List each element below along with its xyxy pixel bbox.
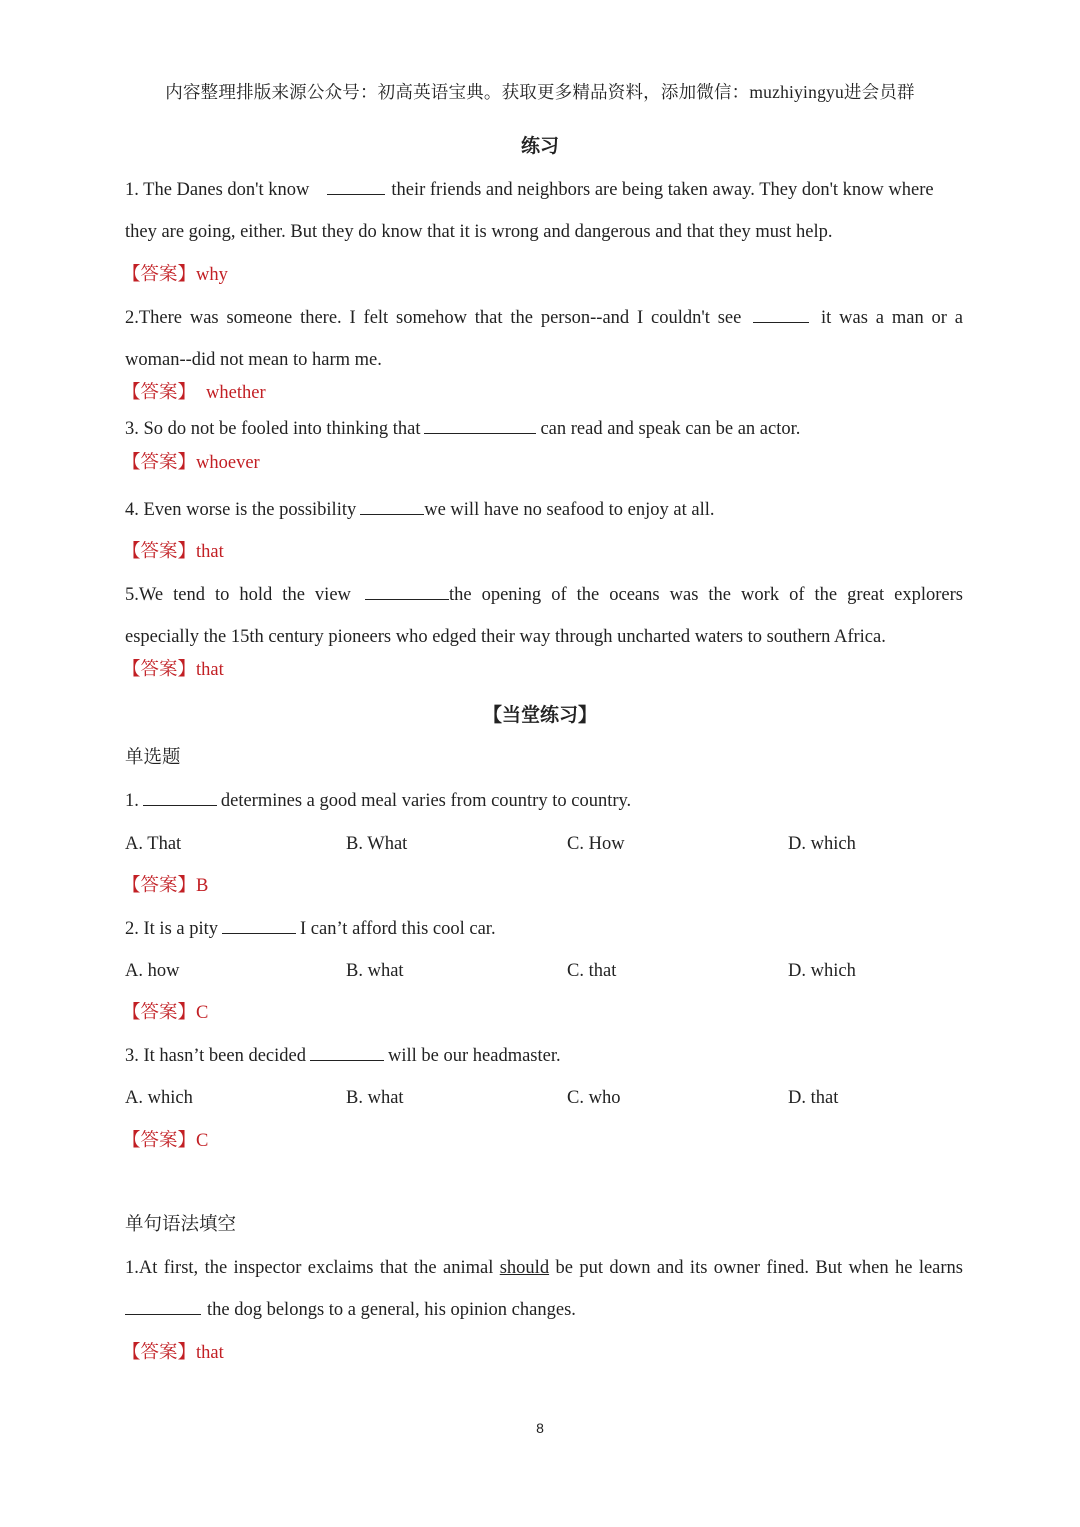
page-number: 8 bbox=[536, 1420, 544, 1436]
mc-1-option-a[interactable]: A. That bbox=[125, 834, 182, 854]
blank bbox=[424, 418, 536, 434]
mc-heading: 单选题 bbox=[125, 748, 181, 768]
answer-value: C bbox=[196, 1003, 209, 1023]
blank bbox=[310, 1045, 384, 1061]
answer-label: 【答案】 bbox=[122, 660, 197, 680]
blank bbox=[125, 1299, 201, 1315]
exercise-4-answer bbox=[122, 540, 224, 564]
mc-2-answer bbox=[122, 1001, 208, 1025]
mc-3-option-b[interactable]: B. what bbox=[346, 1088, 404, 1108]
answer-label: 【答案】 bbox=[122, 265, 197, 285]
exercise-3-line-1: 3. So do not be fooled into thinking that can read and speak can be an actor. bbox=[125, 419, 801, 439]
mc-2-option-c[interactable]: C. that bbox=[567, 961, 617, 981]
exercise-2-line-2: woman--did not mean to harm me. bbox=[125, 350, 382, 370]
answer-value: whether bbox=[206, 383, 266, 403]
mc-3-answer bbox=[122, 1129, 208, 1153]
fill-heading: 单句语法填空 bbox=[125, 1215, 237, 1235]
exercise-4-line-1: 4. Even worse is the possibility we will have no seafood to enjoy at all. bbox=[125, 500, 715, 520]
answer-value: that bbox=[196, 660, 224, 680]
mc-1-option-c[interactable]: C. How bbox=[567, 834, 625, 854]
answer-label: 【答案】 bbox=[122, 542, 197, 562]
answer-label: 【答案】 bbox=[122, 1003, 197, 1023]
answer-label: 【答案】 bbox=[122, 383, 197, 403]
mc-1-answer bbox=[122, 874, 208, 898]
exercise-5-line-1: 5.We tend to hold the view the opening of the oceans was the work of the great explorers bbox=[125, 585, 963, 605]
exercise-1-line-2: they are going, either. But they do know that it is wrong and dangerous and that they must help. bbox=[125, 222, 833, 242]
fill-1-line-2: the dog belongs to a general, his opinion changes. bbox=[125, 1298, 576, 1322]
blank bbox=[360, 499, 424, 515]
section-title-practice: 练习 bbox=[520, 136, 559, 157]
mc-3-option-d[interactable]: D. that bbox=[788, 1088, 839, 1108]
answer-value: that bbox=[196, 1343, 224, 1363]
exercise-2-answer bbox=[122, 381, 266, 405]
blank bbox=[327, 179, 385, 195]
answer-label: 【答案】 bbox=[122, 876, 197, 896]
mc-1-question: 1. determines a good meal varies from country to country. bbox=[125, 791, 632, 811]
answer-value: B bbox=[196, 876, 209, 896]
answer-value: that bbox=[196, 542, 224, 562]
page-header: 内容整理排版来源公众号：初高英语宝典。获取更多精品资料，添加微信：muzhiyingyu进会员群 bbox=[165, 82, 915, 102]
exercise-2-line-1: 2.There was someone there. I felt somehow that the person--and I couldn't see it was a man or a bbox=[125, 308, 964, 328]
mc-3-option-c[interactable]: C. who bbox=[567, 1088, 621, 1108]
blank bbox=[143, 790, 217, 806]
fill-1-answer bbox=[122, 1341, 224, 1365]
answer-label: 【答案】 bbox=[122, 1343, 197, 1363]
answer-value: why bbox=[196, 265, 228, 285]
section-title-in-class: 【当堂练习】 bbox=[482, 705, 597, 726]
mc-3-option-a[interactable]: A. which bbox=[125, 1088, 193, 1108]
exercise-1-answer bbox=[122, 263, 228, 287]
mc-2-question: 2. It is a pity I can’t afford this cool car. bbox=[125, 919, 496, 939]
mc-2-option-a[interactable]: A. how bbox=[125, 961, 180, 981]
exercise-5-answer bbox=[122, 658, 224, 682]
mc-1-option-d[interactable]: D. which bbox=[788, 834, 856, 854]
exercise-5-line-2: especially the 15th century pioneers who edged their way through uncharted waters to southern Africa. bbox=[125, 627, 886, 647]
answer-value: C bbox=[196, 1131, 209, 1151]
answer-label: 【答案】 bbox=[122, 453, 197, 473]
mc-2-option-b[interactable]: B. what bbox=[346, 961, 404, 981]
mc-3-question: 3. It hasn’t been decided will be our headmaster. bbox=[125, 1046, 561, 1066]
mc-2-option-d[interactable]: D. which bbox=[788, 961, 856, 981]
answer-value: whoever bbox=[196, 453, 260, 473]
answer-label: 【答案】 bbox=[122, 1131, 197, 1151]
exercise-3-answer bbox=[122, 451, 260, 475]
mc-1-option-b[interactable]: B. What bbox=[346, 834, 408, 854]
fill-1-line-1: 1.At first, the inspector exclaims that the animal should be put down and its owner fined. But when he learns bbox=[125, 1258, 964, 1278]
underlined-word: should bbox=[499, 1258, 550, 1278]
blank bbox=[222, 918, 296, 934]
blank bbox=[753, 307, 809, 323]
exercise-1-line-1: 1. The Danes don't know their friends and neighbors are being taken away. They don't know where bbox=[125, 180, 934, 200]
blank bbox=[365, 584, 449, 600]
